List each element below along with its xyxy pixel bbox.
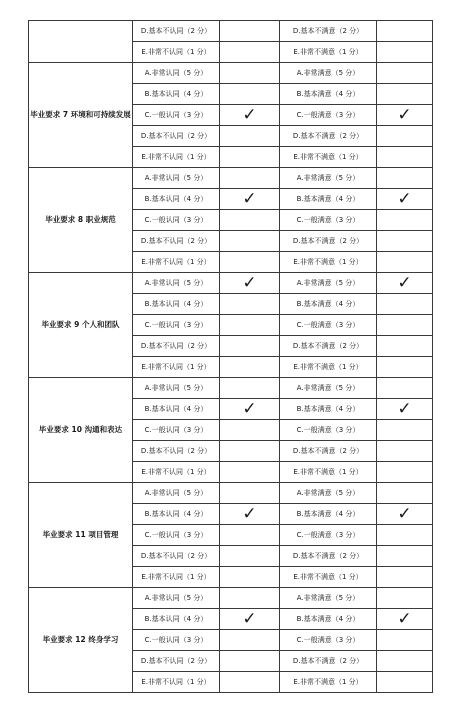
agreement-option: C.一般认同（3 分） (133, 315, 220, 336)
agreement-option: D.基本不认同（2 分） (133, 651, 220, 672)
satisfaction-check-cell[interactable] (377, 315, 433, 336)
requirement-label: 毕业要求 10 沟通和表达 (29, 378, 133, 483)
survey-table (28, 20, 433, 693)
agreement-check-cell[interactable] (220, 126, 280, 147)
satisfaction-check-cell[interactable] (377, 147, 433, 168)
agreement-check-cell[interactable] (220, 504, 280, 525)
agreement-check-cell[interactable] (220, 357, 280, 378)
agreement-option: D.基本不认同（2 分） (133, 441, 220, 462)
agreement-check-cell[interactable] (220, 294, 280, 315)
agreement-check-cell[interactable] (220, 105, 280, 126)
agreement-check-cell[interactable] (220, 63, 280, 84)
agreement-check-cell[interactable] (220, 42, 280, 63)
satisfaction-option: B.基本满意（4 分） (280, 294, 377, 315)
satisfaction-option: D.基本不满意（2 分） (280, 546, 377, 567)
satisfaction-option: B.基本满意（4 分） (280, 609, 377, 630)
agreement-option: E.非常不认同（1 分） (133, 672, 220, 693)
survey-table-body (29, 21, 433, 693)
satisfaction-option: E.非常不满意（1 分） (280, 42, 377, 63)
agreement-check-cell[interactable] (220, 483, 280, 504)
agreement-check-cell[interactable] (220, 315, 280, 336)
satisfaction-check-cell[interactable] (377, 84, 433, 105)
table-row (29, 483, 433, 504)
satisfaction-option: D.基本不满意（2 分） (280, 126, 377, 147)
checkmark-icon: ✓ (397, 105, 412, 125)
satisfaction-check-cell[interactable] (377, 357, 433, 378)
agreement-check-cell[interactable] (220, 525, 280, 546)
satisfaction-check-cell[interactable] (377, 609, 433, 630)
satisfaction-check-cell[interactable] (377, 378, 433, 399)
satisfaction-check-cell[interactable] (377, 420, 433, 441)
table-row (29, 63, 433, 84)
agreement-option: A.非常认同（5 分） (133, 588, 220, 609)
agreement-option: B.基本认同（4 分） (133, 189, 220, 210)
agreement-option: B.基本认同（4 分） (133, 504, 220, 525)
satisfaction-check-cell[interactable] (377, 546, 433, 567)
satisfaction-option: C.一般满意（3 分） (280, 210, 377, 231)
checkmark-icon: ✓ (242, 189, 257, 209)
satisfaction-check-cell[interactable] (377, 294, 433, 315)
agreement-check-cell[interactable] (220, 273, 280, 294)
satisfaction-option: D.基本不满意（2 分） (280, 651, 377, 672)
satisfaction-check-cell[interactable] (377, 231, 433, 252)
agreement-option: E.非常不认同（1 分） (133, 567, 220, 588)
agreement-check-cell[interactable] (220, 546, 280, 567)
satisfaction-check-cell[interactable] (377, 210, 433, 231)
satisfaction-check-cell[interactable] (377, 168, 433, 189)
agreement-check-cell[interactable] (220, 147, 280, 168)
agreement-check-cell[interactable] (220, 420, 280, 441)
satisfaction-check-cell[interactable] (377, 441, 433, 462)
satisfaction-check-cell[interactable] (377, 672, 433, 693)
checkmark-icon: ✓ (242, 273, 257, 293)
agreement-option: B.基本认同（4 分） (133, 294, 220, 315)
agreement-check-cell[interactable] (220, 21, 280, 42)
agreement-option: C.一般认同（3 分） (133, 210, 220, 231)
agreement-option: D.基本不认同（2 分） (133, 231, 220, 252)
satisfaction-check-cell[interactable] (377, 399, 433, 420)
satisfaction-check-cell[interactable] (377, 588, 433, 609)
satisfaction-check-cell[interactable] (377, 273, 433, 294)
checkmark-icon: ✓ (397, 399, 412, 419)
satisfaction-option: C.一般满意（3 分） (280, 315, 377, 336)
agreement-option: E.非常不认同（1 分） (133, 42, 220, 63)
satisfaction-option: A.非常满意（5 分） (280, 168, 377, 189)
agreement-option: D.基本不认同（2 分） (133, 336, 220, 357)
requirement-label (29, 21, 133, 63)
satisfaction-option: D.基本不满意（2 分） (280, 336, 377, 357)
satisfaction-option: B.基本满意（4 分） (280, 189, 377, 210)
agreement-option: B.基本认同（4 分） (133, 399, 220, 420)
satisfaction-option: E.非常不满意（1 分） (280, 147, 377, 168)
requirement-label: 毕业要求 12 终身学习 (29, 588, 133, 693)
checkmark-icon: ✓ (397, 273, 412, 293)
satisfaction-option: A.非常满意（5 分） (280, 483, 377, 504)
agreement-check-cell[interactable] (220, 168, 280, 189)
satisfaction-check-cell[interactable] (377, 336, 433, 357)
agreement-check-cell[interactable] (220, 441, 280, 462)
agreement-check-cell[interactable] (220, 462, 280, 483)
satisfaction-check-cell[interactable] (377, 525, 433, 546)
satisfaction-option: C.一般满意（3 分） (280, 420, 377, 441)
satisfaction-check-cell[interactable] (377, 126, 433, 147)
agreement-option: C.一般认同（3 分） (133, 525, 220, 546)
requirement-label: 毕业要求 9 个人和团队 (29, 273, 133, 378)
satisfaction-option: C.一般满意（3 分） (280, 630, 377, 651)
checkmark-icon: ✓ (397, 504, 412, 524)
satisfaction-check-cell[interactable] (377, 630, 433, 651)
table-row (29, 168, 433, 189)
satisfaction-check-cell[interactable] (377, 462, 433, 483)
satisfaction-option: C.一般满意（3 分） (280, 525, 377, 546)
agreement-option: A.非常认同（5 分） (133, 63, 220, 84)
agreement-check-cell[interactable] (220, 567, 280, 588)
satisfaction-option: A.非常满意（5 分） (280, 63, 377, 84)
satisfaction-option: C.一般满意（3 分） (280, 105, 377, 126)
agreement-option: A.非常认同（5 分） (133, 273, 220, 294)
agreement-option: E.非常不认同（1 分） (133, 357, 220, 378)
agreement-option: C.一般认同（3 分） (133, 105, 220, 126)
agreement-option: B.基本认同（4 分） (133, 609, 220, 630)
agreement-check-cell[interactable] (220, 336, 280, 357)
agreement-option: A.非常认同（5 分） (133, 483, 220, 504)
agreement-option: E.非常不认同（1 分） (133, 462, 220, 483)
satisfaction-option: A.非常满意（5 分） (280, 273, 377, 294)
agreement-option: D.基本不认同（2 分） (133, 546, 220, 567)
satisfaction-option: B.基本满意（4 分） (280, 84, 377, 105)
satisfaction-option: E.非常不满意（1 分） (280, 252, 377, 273)
checkmark-icon: ✓ (242, 105, 257, 125)
agreement-option: A.非常认同（5 分） (133, 168, 220, 189)
agreement-check-cell[interactable] (220, 672, 280, 693)
satisfaction-check-cell[interactable] (377, 651, 433, 672)
satisfaction-option: B.基本满意（4 分） (280, 504, 377, 525)
agreement-option: E.非常不认同（1 分） (133, 252, 220, 273)
satisfaction-option: A.非常满意（5 分） (280, 378, 377, 399)
satisfaction-check-cell[interactable] (377, 42, 433, 63)
table-row (29, 378, 433, 399)
satisfaction-option: B.基本满意（4 分） (280, 399, 377, 420)
table-row (29, 273, 433, 294)
agreement-option: E.非常不认同（1 分） (133, 147, 220, 168)
agreement-check-cell[interactable] (220, 630, 280, 651)
checkmark-icon: ✓ (242, 399, 257, 419)
agreement-option: D.基本不认同（2 分） (133, 21, 220, 42)
satisfaction-option: E.非常不满意（1 分） (280, 462, 377, 483)
satisfaction-check-cell[interactable] (377, 252, 433, 273)
satisfaction-check-cell[interactable] (377, 63, 433, 84)
table-row (29, 21, 433, 42)
satisfaction-option: E.非常不满意（1 分） (280, 357, 377, 378)
satisfaction-option: E.非常不满意（1 分） (280, 672, 377, 693)
agreement-check-cell[interactable] (220, 588, 280, 609)
satisfaction-check-cell[interactable] (377, 105, 433, 126)
satisfaction-option: E.非常不满意（1 分） (280, 567, 377, 588)
requirement-label: 毕业要求 7 环境和可持续发展 (29, 63, 133, 168)
satisfaction-check-cell[interactable] (377, 483, 433, 504)
agreement-check-cell[interactable] (220, 609, 280, 630)
requirement-label: 毕业要求 11 项目管理 (29, 483, 133, 588)
agreement-option: D.基本不认同（2 分） (133, 126, 220, 147)
satisfaction-option: D.基本不满意（2 分） (280, 441, 377, 462)
agreement-check-cell[interactable] (220, 399, 280, 420)
satisfaction-option: D.基本不满意（2 分） (280, 21, 377, 42)
satisfaction-check-cell[interactable] (377, 189, 433, 210)
requirement-label: 毕业要求 8 职业规范 (29, 168, 133, 273)
agreement-check-cell[interactable] (220, 189, 280, 210)
agreement-check-cell[interactable] (220, 651, 280, 672)
table-row (29, 588, 433, 609)
checkmark-icon: ✓ (397, 609, 412, 629)
checkmark-icon: ✓ (242, 504, 257, 524)
satisfaction-option: A.非常满意（5 分） (280, 588, 377, 609)
agreement-option: C.一般认同（3 分） (133, 420, 220, 441)
survey-sheet (28, 20, 432, 688)
satisfaction-check-cell[interactable] (377, 567, 433, 588)
agreement-option: A.非常认同（5 分） (133, 378, 220, 399)
agreement-option: C.一般认同（3 分） (133, 630, 220, 651)
satisfaction-check-cell[interactable] (377, 21, 433, 42)
satisfaction-check-cell[interactable] (377, 504, 433, 525)
agreement-check-cell[interactable] (220, 84, 280, 105)
satisfaction-option: D.基本不满意（2 分） (280, 231, 377, 252)
agreement-check-cell[interactable] (220, 378, 280, 399)
checkmark-icon: ✓ (397, 189, 412, 209)
agreement-check-cell[interactable] (220, 252, 280, 273)
agreement-check-cell[interactable] (220, 210, 280, 231)
agreement-check-cell[interactable] (220, 231, 280, 252)
checkmark-icon: ✓ (242, 609, 257, 629)
agreement-option: B.基本认同（4 分） (133, 84, 220, 105)
